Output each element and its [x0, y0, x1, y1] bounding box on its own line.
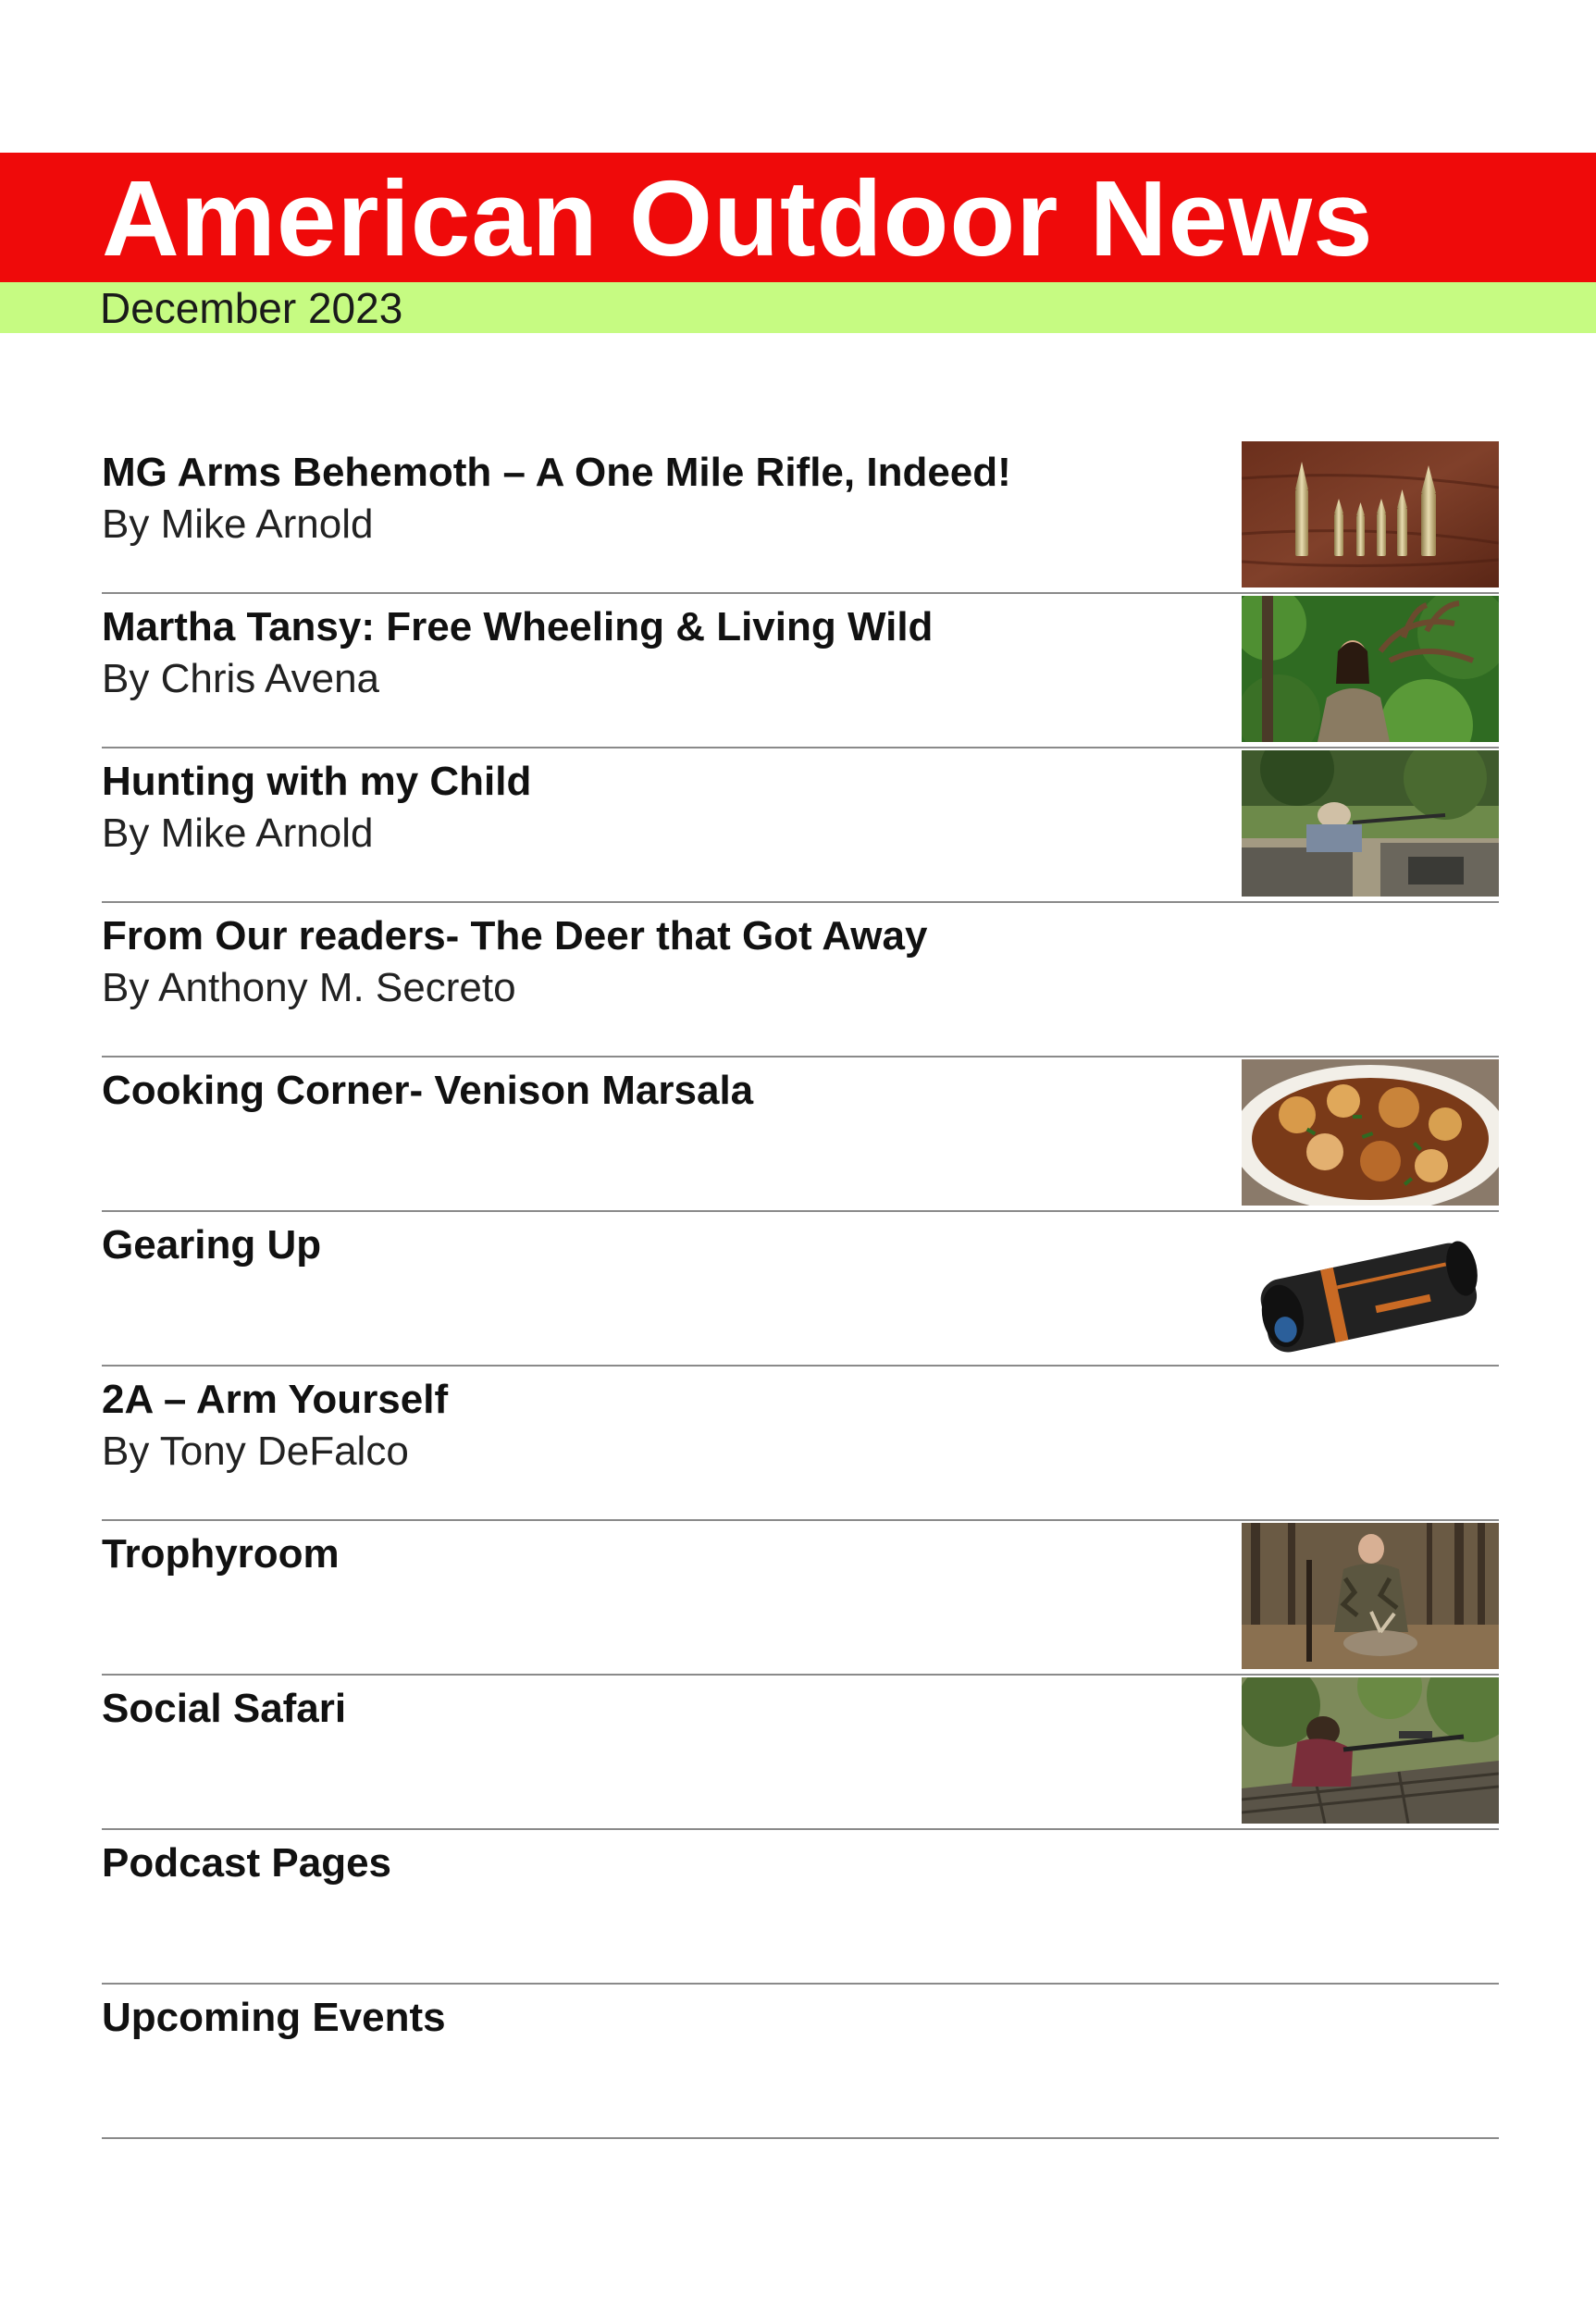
- toc-item-martha-tansy[interactable]: [102, 594, 1499, 748]
- toc-item-deer-that-got-away[interactable]: [102, 903, 1499, 1058]
- hunter-with-antlers-photo: [1242, 596, 1499, 742]
- toc-item-cooking-corner[interactable]: [102, 1058, 1499, 1212]
- toc-item-social-safari[interactable]: [102, 1676, 1499, 1830]
- issue-date: December 2023: [100, 284, 403, 332]
- article-title: Podcast Pages: [102, 1840, 392, 1886]
- article-title: Social Safari: [102, 1686, 347, 1731]
- article-title: From Our readers- The Deer that Got Away: [102, 913, 928, 959]
- article-title: Gearing Up: [102, 1222, 322, 1268]
- article-title: Upcoming Events: [102, 1995, 446, 2040]
- article-title: MG Arms Behemoth – A One Mile Rifle, Indeed!: [102, 450, 1011, 495]
- article-byline: By Anthony M. Secreto: [102, 965, 516, 1010]
- shooter-at-bench-photo: [1242, 1677, 1499, 1824]
- venison-marsala-dish-photo: [1242, 1059, 1499, 1206]
- toc-item-podcast-pages[interactable]: [102, 1830, 1499, 1985]
- rifle-cartridges-photo: [1242, 441, 1499, 588]
- toc-item-arm-yourself[interactable]: [102, 1367, 1499, 1521]
- article-title: Martha Tansy: Free Wheeling & Living Wild: [102, 604, 934, 649]
- hunter-with-deer-photo: [1242, 1523, 1499, 1669]
- issue-date-band: [0, 282, 1596, 333]
- masthead-banner: [0, 153, 1596, 282]
- toc-item-mg-arms-behemoth[interactable]: [102, 439, 1499, 594]
- article-byline: By Mike Arnold: [102, 810, 374, 856]
- toc-item-trophyroom[interactable]: [102, 1521, 1499, 1676]
- article-byline: By Chris Avena: [102, 656, 380, 701]
- article-title: Cooking Corner- Venison Marsala: [102, 1068, 754, 1113]
- article-title: Hunting with my Child: [102, 759, 532, 804]
- toc-item-gearing-up[interactable]: [102, 1212, 1499, 1367]
- article-byline: By Tony DeFalco: [102, 1429, 409, 1474]
- rangefinder-product-photo: [1242, 1214, 1499, 1360]
- hunting-blind-photo: [1242, 750, 1499, 897]
- article-title: Trophyroom: [102, 1531, 340, 1577]
- table-of-contents: [102, 439, 1499, 2139]
- article-byline: By Mike Arnold: [102, 501, 374, 547]
- article-title: 2A – Arm Yourself: [102, 1377, 449, 1422]
- toc-item-hunting-with-my-child[interactable]: [102, 748, 1499, 903]
- publication-title: American Outdoor News: [102, 158, 1374, 278]
- toc-item-upcoming-events[interactable]: [102, 1985, 1499, 2139]
